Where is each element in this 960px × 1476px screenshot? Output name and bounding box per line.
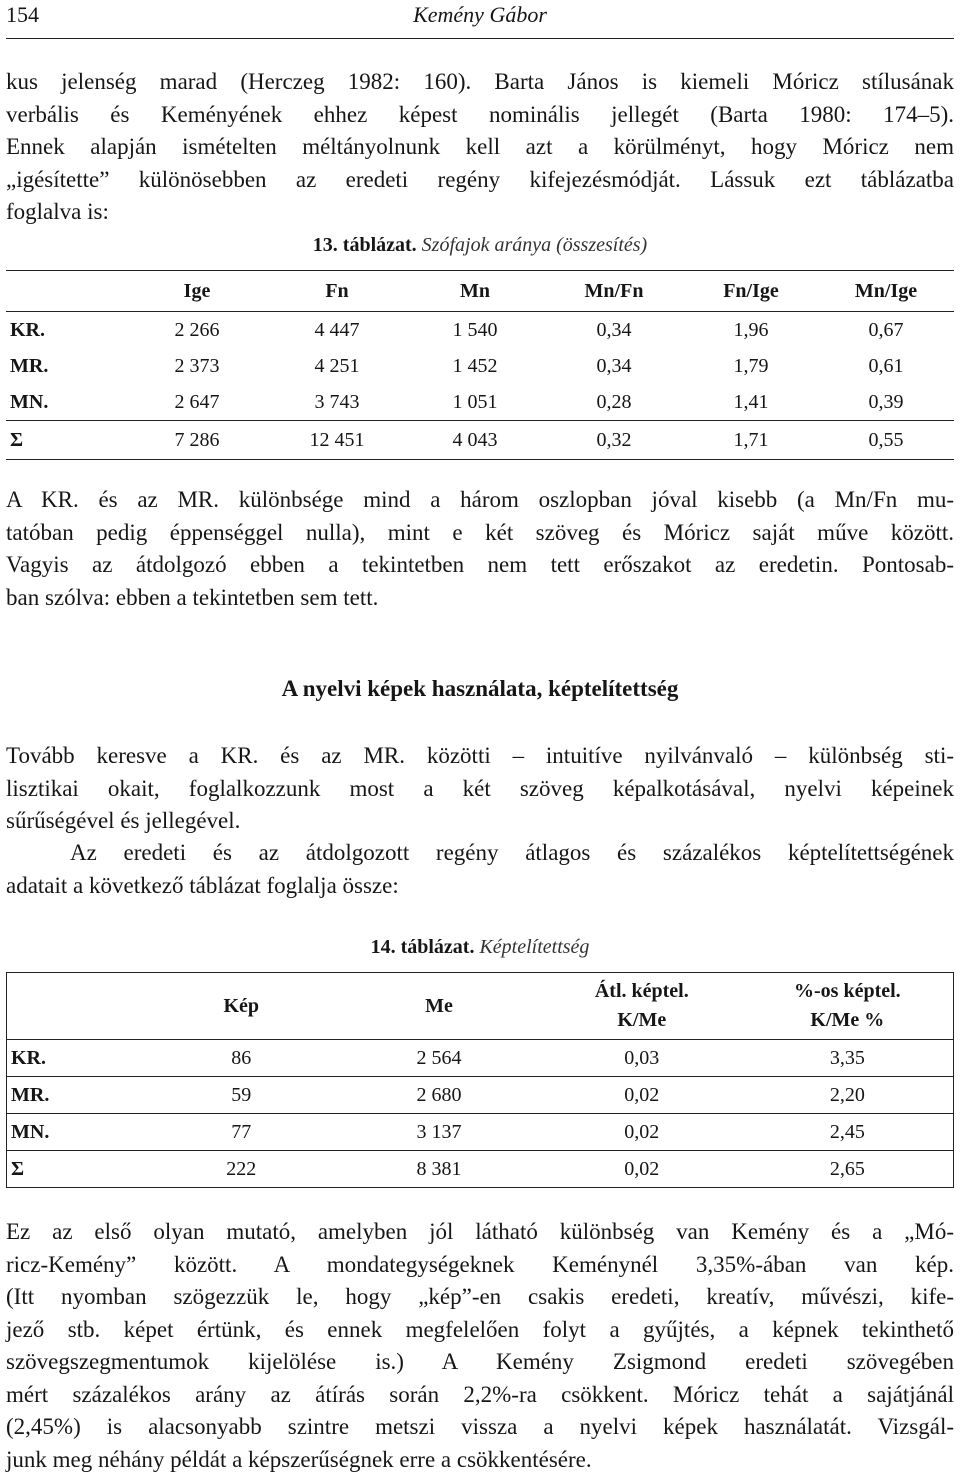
table-cell: 0,61 — [868, 354, 904, 377]
column-header: Mn/Fn — [584, 279, 644, 302]
table-row — [7, 1040, 954, 1077]
column-header: Mn/Ige — [854, 279, 918, 302]
table-cell: 3 743 — [314, 390, 360, 413]
table-cell: 1,96 — [733, 318, 769, 341]
text-line: „igésítette” különösebben az eredeti regény kifejezésmódját. Lássuk ezt táblázatba — [6, 166, 954, 192]
table-row — [7, 1077, 954, 1114]
text-line: foglalva is: — [6, 199, 109, 224]
table-cell: 0,02 — [542, 1077, 742, 1114]
text-line: kus jelenség marad (Herczeg 1982: 160). Barta János is kiemeli Móricz stílusának — [6, 69, 954, 94]
text-line: ricz-Kemény” között. A mondategységeknek Keménynél 3,35%-ában van kép. — [6, 1251, 954, 1277]
paragraph-4 — [6, 837, 954, 902]
paragraph-5 — [6, 1216, 954, 1476]
text-line: jező stb. képet értünk, és ennek megfelelően folyt a gyűjtés, a képnek tekinthető — [6, 1316, 954, 1342]
column-header: Fn — [325, 279, 349, 302]
page-header — [6, 0, 954, 39]
text-line: Ez az első olyan mutató, amelyben jól látható különbség van Kemény és a „Mó- — [6, 1219, 954, 1244]
table-row — [6, 384, 954, 421]
row-label: Σ — [7, 1151, 147, 1188]
row-label: MN. — [10, 390, 49, 413]
table-cell: 0,67 — [868, 318, 904, 341]
column-header: Kép — [223, 994, 260, 1017]
table-cell: 1 051 — [452, 390, 498, 413]
text-line: Ennek alapján ismételten méltányolnunk kell azt a körülményt, hogy Móricz nem — [6, 134, 954, 159]
text-line: verbális és Keményének ehhez képest nominális jellegét (Barta 1980: 174–5). — [6, 101, 954, 127]
column-header: Ige — [183, 279, 211, 302]
table-cell: 0,55 — [818, 421, 954, 460]
row-label: MR. — [10, 354, 49, 377]
table-cell: 2,65 — [742, 1151, 954, 1188]
row-label: KR. — [10, 318, 45, 341]
column-header: Me — [425, 994, 453, 1017]
text-line: tatóban pedig éppenséggel nulla), mint e két szöveg és Móricz saját műve között. — [6, 519, 954, 545]
table-cell: 0,02 — [542, 1151, 742, 1188]
table-cell: 2 647 — [174, 390, 220, 413]
table-sum-row — [7, 1151, 954, 1188]
text-line: Az eredeti és az átdolgozott regény átlagos és százalékos képtelítettségének — [70, 840, 954, 865]
table-header-row — [6, 271, 954, 312]
text-line: Vagyis az átdolgozó ebben a tekintetben nem tett erőszakot az eredetin. Pontosab- — [6, 552, 954, 577]
table-sum-row — [6, 421, 954, 460]
table-cell: 1,71 — [684, 421, 818, 460]
table-cell: 1,79 — [733, 354, 769, 377]
caption-number: 14. táblázat. — [370, 936, 475, 958]
table-cell: 12 451 — [268, 421, 406, 460]
section-heading: A nyelvi képek használata, képtelítettség — [281, 676, 679, 701]
caption-number: 13. táblázat. — [312, 234, 417, 256]
paragraph-3 — [6, 740, 954, 838]
table-cell: 2 564 — [416, 1046, 462, 1069]
row-label: Σ — [6, 421, 126, 460]
table-cell: 0,03 — [624, 1046, 660, 1069]
text-line: adatait a következő táblázat foglalja össze: — [6, 872, 399, 898]
table-cell: 2 266 — [174, 318, 220, 341]
table-cell: 4 251 — [314, 354, 360, 377]
table-cell: 0,39 — [868, 390, 904, 413]
text-line: szövegszegmentumok kijelölése is.) A Kemény Zsigmond eredeti szövegében — [6, 1349, 954, 1374]
table-cell: 0,02 — [542, 1114, 742, 1151]
table-13-caption — [6, 234, 954, 257]
text-line: (Itt nyomban szögezzük le, hogy „kép”-en csakis eredeti, kreatív, művészi, kife- — [6, 1284, 954, 1309]
table-cell: 2,45 — [742, 1114, 954, 1151]
image-density-table — [6, 972, 954, 1188]
table-row — [7, 1114, 954, 1151]
running-title: Kemény Gábor — [413, 2, 547, 27]
table-cell: 4 447 — [314, 318, 360, 341]
column-header: %-os képtel. K/Me % — [794, 980, 901, 1031]
table-cell: 1 452 — [452, 354, 498, 377]
table-cell: 7 286 — [126, 421, 268, 460]
text-line: (2,45%) is alacsonyabb szintre metszi vissza a nyelvi képek használatát. Vizsgál- — [6, 1414, 954, 1439]
row-label: MN. — [7, 1114, 147, 1151]
table-cell: 3,35 — [829, 1046, 865, 1069]
page-number: 154 — [6, 2, 39, 27]
text-line: A KR. és az MR. különbsége mind a három oszlopban jóval kisebb (a Mn/Fn mu- — [6, 487, 954, 512]
table-cell: 0,34 — [596, 354, 632, 377]
table-cell: 2 373 — [174, 354, 220, 377]
text-line: junk meg néhány példát a képszerűségnek erre a csökkentésére. — [6, 1446, 592, 1472]
table-cell: 77 — [146, 1114, 336, 1151]
text-line: ban szólva: ebben a tekintetben sem tett. — [6, 584, 379, 610]
row-label: KR. — [11, 1046, 46, 1069]
word-class-table — [6, 270, 954, 460]
table-cell: 3 137 — [336, 1114, 542, 1151]
table-header-row — [7, 973, 954, 1040]
table-cell: 4 043 — [406, 421, 544, 460]
table-cell: 59 — [146, 1077, 336, 1114]
column-header: Mn — [460, 279, 490, 302]
paragraph-1 — [6, 66, 954, 229]
table-row — [6, 348, 954, 384]
column-header — [7, 973, 147, 1040]
table-cell: 8 381 — [336, 1151, 542, 1188]
table-cell: 0,28 — [596, 390, 632, 413]
text-line: lisztikai okait, foglalkozzunk most a két szöveg képalkotásával, nyelvi képeinek — [6, 775, 954, 801]
table-14-caption — [6, 936, 954, 959]
table-cell: 222 — [146, 1151, 336, 1188]
table-cell: 1 540 — [452, 318, 498, 341]
caption-title: Képtelítettség — [479, 936, 590, 958]
column-header: Fn/Ige — [723, 279, 779, 302]
table-cell: 1,41 — [733, 390, 769, 413]
caption-title: Szófajok aránya (összesítés) — [421, 234, 648, 256]
table-cell: 2 680 — [336, 1077, 542, 1114]
text-line: mért százalékos arány az átírás során 2,2%-ra csökkent. Móricz tehát a sajátjánál — [6, 1381, 954, 1407]
text-line: sűrűségével és jellegével. — [6, 808, 241, 833]
table-cell: 86 — [231, 1046, 252, 1069]
column-header — [6, 271, 126, 312]
table-row — [6, 312, 954, 349]
table-cell: 0,32 — [544, 421, 684, 460]
text-line: Tovább keresve a KR. és az MR. közötti – intuitíve nyilvánvaló – különbség sti- — [6, 743, 954, 768]
table-cell: 0,34 — [596, 318, 632, 341]
row-label: MR. — [7, 1077, 147, 1114]
paragraph-2 — [6, 484, 954, 614]
table-cell: 2,20 — [742, 1077, 954, 1114]
column-header: Átl. képtel. K/Me — [594, 980, 689, 1031]
